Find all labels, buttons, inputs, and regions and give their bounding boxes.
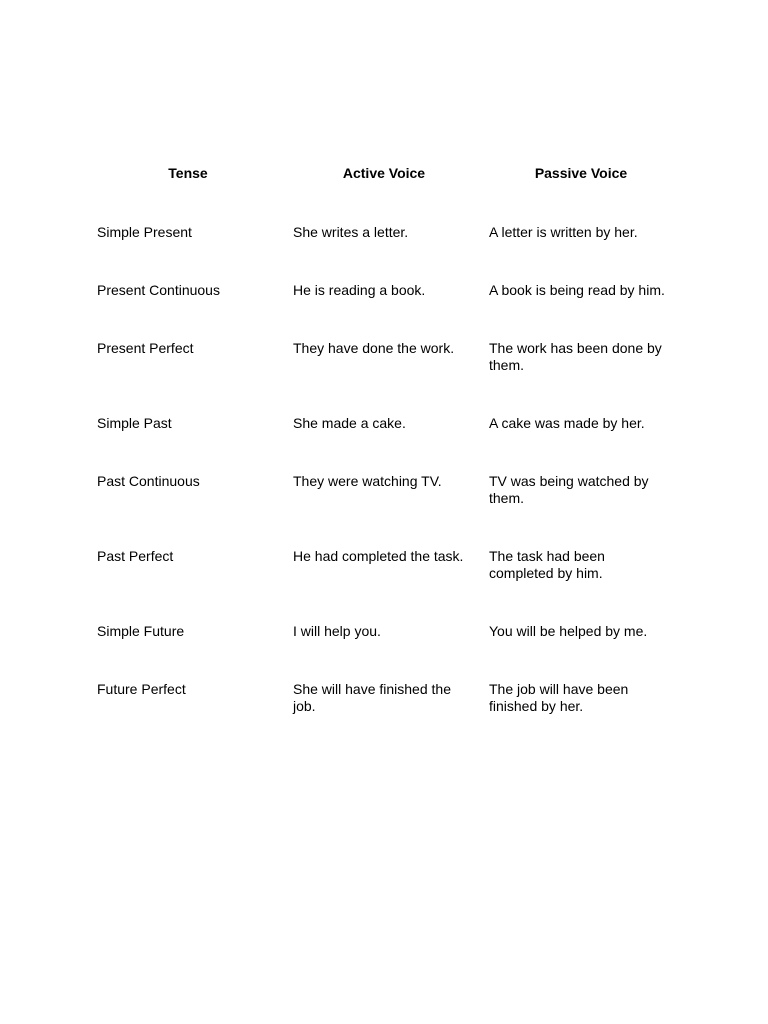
active-voice-cell: I will help you. bbox=[293, 623, 381, 639]
voice-conversion-table bbox=[90, 158, 680, 756]
active-voice-cell: He is reading a book. bbox=[293, 282, 426, 298]
tense-cell: Simple Past bbox=[97, 415, 172, 431]
table-row bbox=[90, 473, 680, 548]
tense-cell: Future Perfect bbox=[97, 681, 186, 697]
tense-cell: Present Perfect bbox=[97, 340, 194, 356]
active-voice-cell: They have done the work. bbox=[293, 340, 455, 356]
passive-voice-cell: The work has been done by them. bbox=[489, 340, 662, 373]
table-row bbox=[90, 224, 680, 282]
passive-voice-cell: You will be helped by me. bbox=[489, 623, 648, 639]
tense-cell: Past Continuous bbox=[97, 473, 200, 489]
table-header-row bbox=[90, 158, 680, 224]
header-tense: Tense bbox=[168, 165, 208, 181]
passive-voice-cell: TV was being watched by them. bbox=[489, 473, 649, 506]
tense-cell: Simple Present bbox=[97, 224, 192, 240]
active-voice-cell: He had completed the task. bbox=[293, 548, 464, 564]
passive-voice-cell: A cake was made by her. bbox=[489, 415, 645, 431]
passive-voice-cell: A letter is written by her. bbox=[489, 224, 638, 240]
active-voice-cell: They were watching TV. bbox=[293, 473, 442, 489]
table-row bbox=[90, 548, 680, 623]
passive-voice-cell: A book is being read by him. bbox=[489, 282, 665, 298]
table-row bbox=[90, 282, 680, 340]
table-row bbox=[90, 340, 680, 415]
active-voice-cell: She will have finished the job. bbox=[293, 681, 451, 714]
table-row bbox=[90, 623, 680, 681]
table-row bbox=[90, 415, 680, 473]
passive-voice-cell: The task had been completed by him. bbox=[489, 548, 605, 581]
table-row bbox=[90, 681, 680, 756]
active-voice-cell: She writes a letter. bbox=[293, 224, 409, 240]
active-voice-cell: She made a cake. bbox=[293, 415, 406, 431]
passive-voice-cell: The job will have been finished by her. bbox=[489, 681, 629, 714]
tense-cell: Past Perfect bbox=[97, 548, 174, 564]
header-passive-voice: Passive Voice bbox=[534, 165, 628, 181]
tense-cell: Simple Future bbox=[97, 623, 185, 639]
header-active-voice: Active Voice bbox=[342, 165, 426, 181]
tense-cell: Present Continuous bbox=[97, 282, 220, 298]
